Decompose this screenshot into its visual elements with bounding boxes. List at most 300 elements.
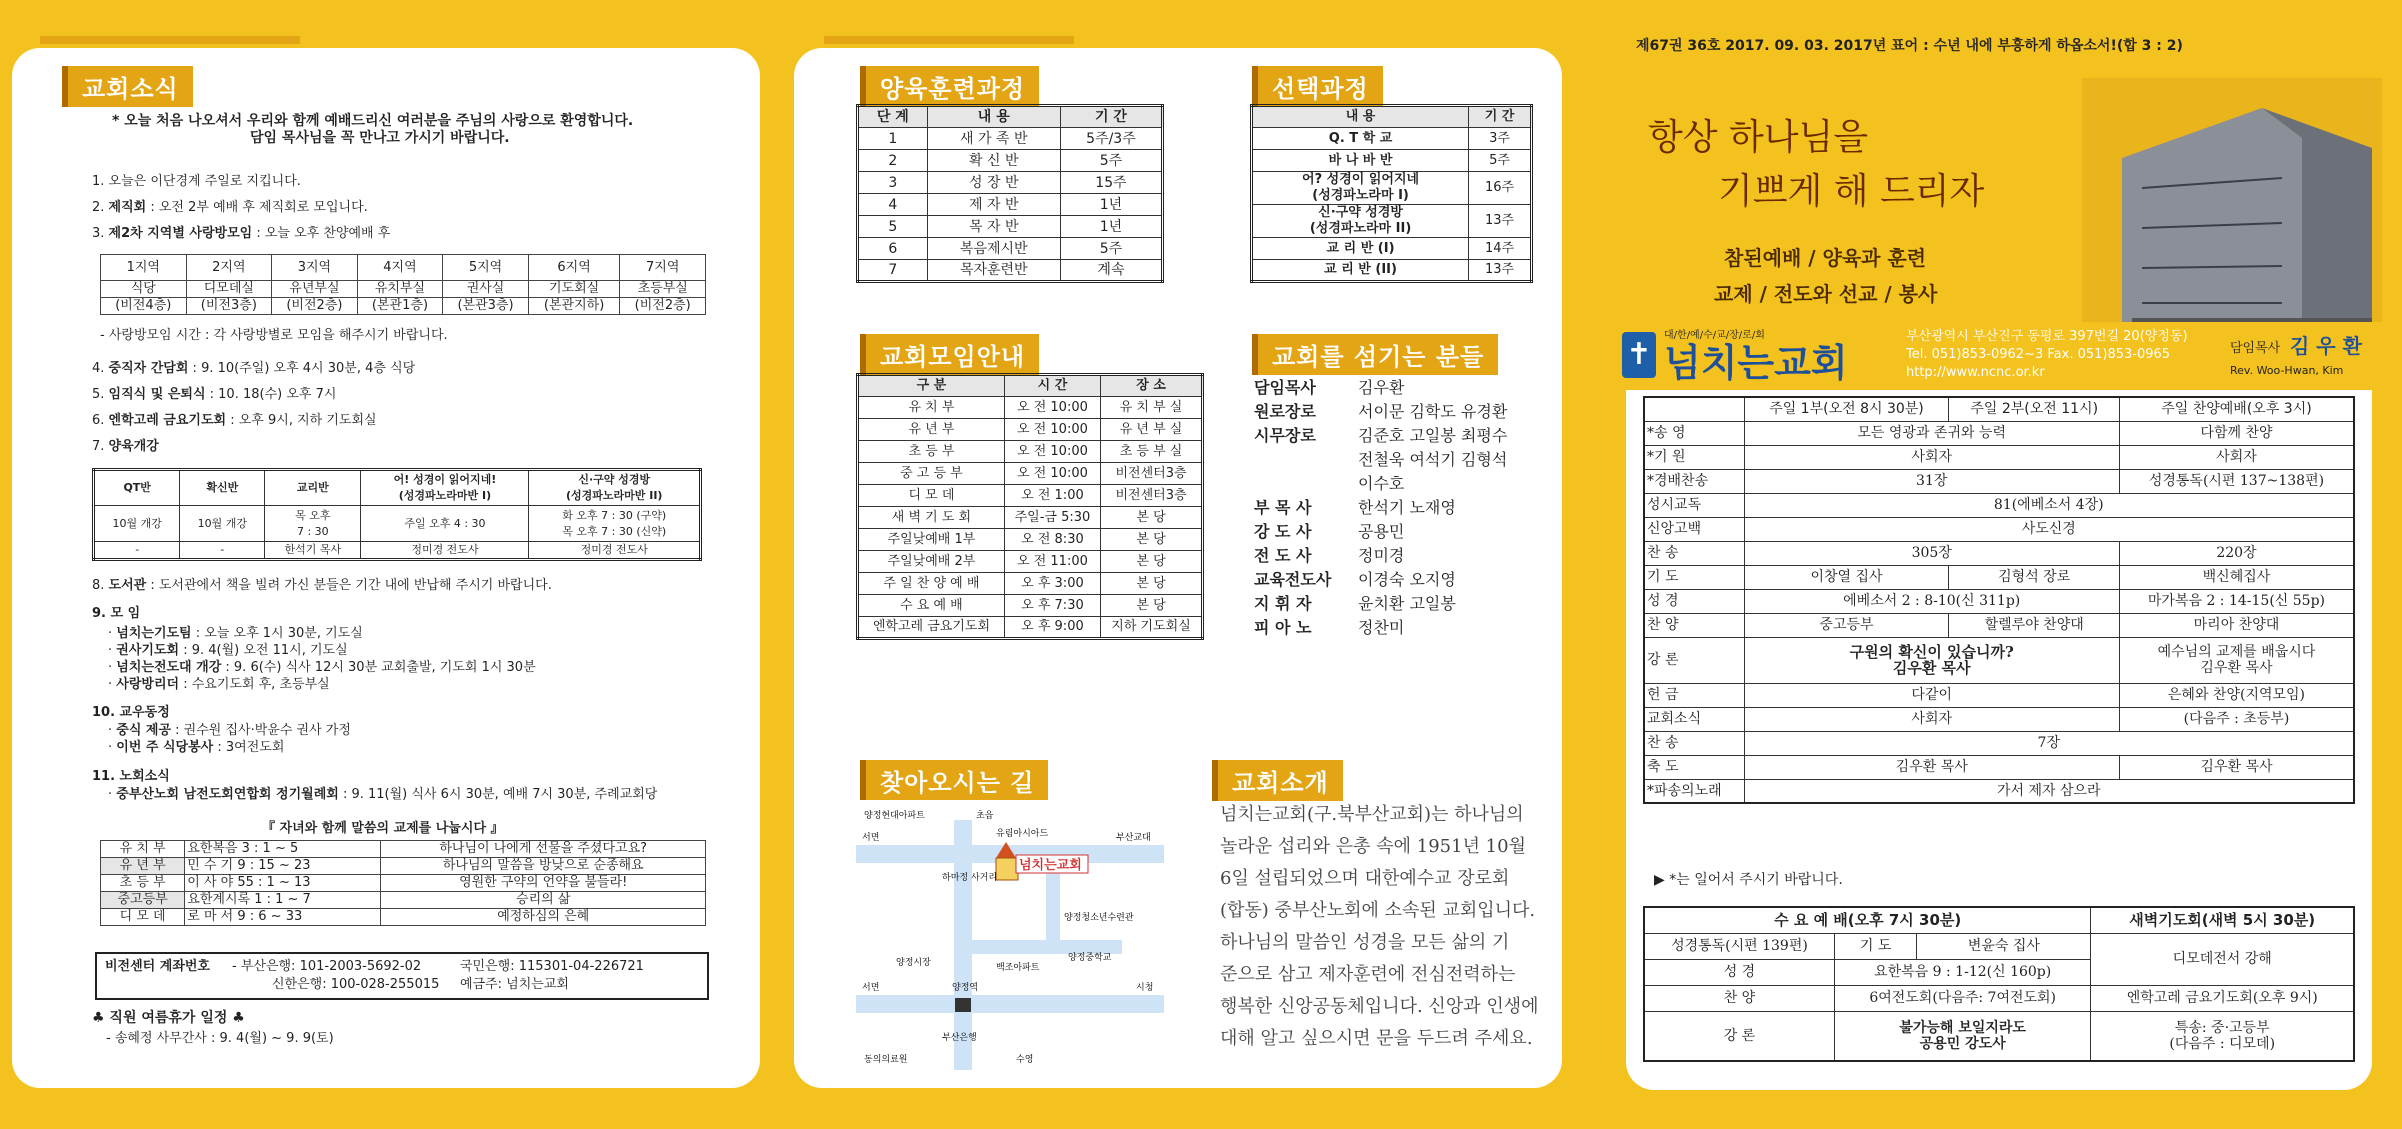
- worship-row: [1644, 469, 2354, 493]
- word-cell: 요한계시록 1 : 1 ~ 7: [185, 892, 381, 909]
- word-cell: 영원한 구약의 언약을 불들라!: [381, 875, 706, 892]
- worship-row: [1644, 683, 2354, 707]
- meeting-cell: 유 년 부: [858, 419, 1005, 441]
- member-item-1-text: : 권수원 집사·박윤수 권사 가정: [171, 723, 351, 738]
- wed-cell: 변윤숙 집사: [1917, 933, 2091, 959]
- pastor-english: Rev. Woo-Hwan, Kim: [2230, 364, 2344, 377]
- volume-line: 제67권 36호 2017. 09. 03. 2017년 표어 : 수년 내에 부흥하게 하옵소서!(합 3 : 2): [1636, 38, 2183, 54]
- news-item-5-key: 임직식 및 은퇴식: [108, 387, 206, 402]
- worship-label: *파송의노래: [1644, 779, 1744, 803]
- account-label: 비전센터 계좌번호: [105, 959, 210, 974]
- worship-sermon-title: 구원의 확신이 있습니까?: [1849, 643, 2014, 661]
- members-title: 10. 교우동정: [92, 705, 170, 720]
- course-header: [265, 470, 361, 506]
- map-label-m: 시청: [1136, 983, 1154, 993]
- meeting-cell: 주 일 찬 양 예 배: [858, 573, 1005, 595]
- worship-row: [1644, 493, 2354, 517]
- training-header: 내 용: [927, 106, 1060, 128]
- word-table: [100, 840, 706, 926]
- elective-row: [1252, 260, 1532, 282]
- news-item-6-key: 엔학고레 금요기도회: [108, 413, 227, 428]
- meeting-cell: 오 전 10:00: [1004, 419, 1100, 441]
- worship-label: 강 론: [1644, 637, 1744, 683]
- course-schedule-main: 화 오후 7 : 30 (구약): [562, 508, 667, 522]
- wed-label: 찬 양: [1644, 985, 1834, 1011]
- intro-line: 행복한 신앙공동체입니다. 신앙과 인생에: [1220, 996, 1539, 1017]
- region-header: 7지역: [620, 255, 706, 281]
- worship-praise-line: 다함께 찬양: [2200, 425, 2273, 441]
- worship-sermon-speaker: 김우환 목사: [1892, 659, 1971, 677]
- meeting-item-3: [108, 659, 536, 676]
- worship-praise-line: (다음주 : 초등부): [2183, 711, 2290, 727]
- wed-sermon-title: 불가능해 보일지라도: [1899, 1019, 2026, 1036]
- news-item-7-key: 양육개강: [108, 439, 159, 454]
- dawn-cell: 엔학고레 금요기도회(오후 9시): [2091, 985, 2354, 1011]
- training-row: [858, 238, 1163, 260]
- wednesday-table: [1643, 906, 2355, 1062]
- map-label-o: 부산은행: [942, 1033, 977, 1043]
- word-cell: 요한복음 3 : 1 ~ 5: [185, 841, 381, 858]
- word-cell: 하나님의 말씀을 방낮으로 순종해요: [381, 858, 706, 875]
- news-item-7-num: 7.: [92, 439, 109, 454]
- worship-praise: [2119, 421, 2354, 445]
- news-item-6-text: : 오후 9시, 지하 기도회실: [226, 413, 377, 428]
- staff-row: [1254, 594, 1456, 614]
- region-header: 6지역: [528, 255, 620, 281]
- meeting-row: [858, 595, 1203, 617]
- worship-label: 찬 송: [1644, 731, 1744, 755]
- staff-role: 강 도 사: [1254, 522, 1312, 541]
- member-item-2-key: 이번 주 식당봉사: [116, 740, 214, 755]
- worship-label: *송 영: [1644, 421, 1744, 445]
- staff-row: [1254, 426, 1507, 446]
- worship-praise-line: 220장: [2216, 545, 2257, 561]
- word-cell: 중고등부: [101, 892, 185, 909]
- presbytery-item-1: [108, 786, 657, 803]
- elective-table: [1250, 104, 1533, 283]
- staff-row: [1254, 546, 1404, 566]
- course-schedule: [265, 506, 361, 542]
- member-item-2-num: ·: [108, 740, 117, 755]
- elective-name: [1252, 128, 1469, 150]
- map-title: 찾아오시는 길: [860, 760, 1048, 801]
- training-table: [856, 104, 1164, 283]
- elective-period: 16주: [1469, 172, 1532, 205]
- wed-row: [1644, 1011, 2354, 1061]
- training-cell: 5주: [1060, 238, 1162, 260]
- course-header: [180, 470, 265, 506]
- news-item-4-key: 중직자 간담회: [108, 361, 189, 376]
- meeting-cell: 본 당: [1101, 507, 1203, 529]
- wed-row: [1644, 933, 2354, 959]
- staff-row: [1254, 378, 1404, 398]
- training-row: [858, 194, 1163, 216]
- meeting-cell: 본 당: [1101, 595, 1203, 617]
- word-cell: 유 년 부: [101, 858, 185, 875]
- elective-period: 5주: [1469, 150, 1532, 172]
- worship-row: [1644, 421, 2354, 445]
- worship-praise-line: 예수님의 교제를 배웁시다: [2157, 644, 2316, 660]
- elective-name-main: 어? 성경이 읽어지네: [1302, 172, 1420, 187]
- worship-sermon: [1744, 637, 2119, 683]
- worship-label: 축 도: [1644, 755, 1744, 779]
- staff-role: 부 목 사: [1254, 498, 1312, 517]
- meeting-cell: 유 년 부 실: [1101, 419, 1203, 441]
- worship-row: [1644, 779, 2354, 803]
- worship-row: [1644, 517, 2354, 541]
- region-table: [100, 254, 706, 315]
- map-label-b: 초읍: [976, 811, 994, 821]
- staff-role: 전 도 사: [1254, 546, 1312, 565]
- meeting-cell: 본 당: [1101, 551, 1203, 573]
- word-cell: 이 사 야 55 : 1 ~ 13: [185, 875, 381, 892]
- staff-role: 시무장로: [1254, 426, 1316, 445]
- training-cell: 제 자 반: [927, 194, 1060, 216]
- worship-praise: [2119, 469, 2354, 493]
- word-title: 『 자녀와 함께 말씀의 교제를 나눕시다 』: [262, 821, 504, 836]
- map-label-d: 서면: [862, 833, 880, 843]
- worship-label: 성시교독: [1644, 493, 1744, 517]
- meeting-row: [858, 551, 1203, 573]
- region-header: 4지역: [357, 255, 443, 281]
- region-place: 유치부실: [357, 281, 443, 298]
- intro-line: (합동) 중부산노회에 소속된 교회입니다.: [1220, 900, 1536, 921]
- road-h2: [856, 995, 1164, 1013]
- presbytery-title: 11. 노회소식: [92, 769, 170, 784]
- worship-cell: 김우환 목사: [1744, 755, 2119, 779]
- meeting-row: [858, 397, 1203, 419]
- training-header: 기 간: [1060, 106, 1162, 128]
- worship-praise: [2119, 683, 2354, 707]
- meeting-cell: 오 전 8:30: [1004, 529, 1100, 551]
- training-cell: 목자훈련반: [927, 260, 1060, 282]
- region-header: 2지역: [186, 255, 272, 281]
- training-cell: 성 장 반: [927, 172, 1060, 194]
- staff-names: 한석기 노재영: [1358, 498, 1456, 517]
- denomination: 대/한/예/수/교/장/로/회: [1664, 330, 1765, 341]
- worship-label: *경배찬송: [1644, 469, 1744, 493]
- map-label-p: 수영: [1016, 1055, 1034, 1065]
- staff-names: 이수호: [1358, 474, 1405, 493]
- news-item-4-text: : 9. 10(주일) 오후 4시 30분, 4층 식당: [188, 361, 416, 376]
- elective-row: [1252, 172, 1532, 205]
- meeting-cell: 주일-금 5:30: [1004, 507, 1100, 529]
- meeting-row: [858, 529, 1203, 551]
- word-cell: 로 마 서 9 : 6 ~ 33: [185, 909, 381, 926]
- course-header: [529, 470, 701, 506]
- worship-praise-line: 김우환 목사: [2200, 759, 2273, 775]
- subway-icon: [955, 998, 971, 1012]
- map-label-f: 부산교대: [1116, 833, 1151, 843]
- map-label-j: 양정중학교: [1068, 953, 1112, 963]
- meeting-header: 장 소: [1101, 375, 1203, 397]
- member-item-1-num: ·: [108, 723, 117, 738]
- map-label-h: 양정시장: [896, 958, 931, 968]
- meeting-item-2-num: ·: [108, 643, 117, 658]
- staff-role: 교육전도사: [1254, 570, 1332, 589]
- intro-line: 넘치는교회(구.북부산교회)는 하나님의: [1220, 804, 1524, 825]
- course-teacher: 한석기 목사: [265, 542, 361, 560]
- worship-cell-2: 할렐루야 찬양대: [1949, 613, 2119, 637]
- course-teacher: -: [94, 542, 180, 560]
- worship-row: [1644, 637, 2354, 683]
- worship-cell-2: 김형석 장로: [1949, 565, 2119, 589]
- elective-name-main: 교 리 반 (I): [1326, 240, 1395, 256]
- vacation-item: - 송혜정 사무간사 : 9. 4(월) ~ 9. 9(토): [106, 1031, 334, 1046]
- worship-row: [1644, 589, 2354, 613]
- staff-role: 담임목사: [1254, 378, 1316, 397]
- staff-names: 정미경: [1358, 546, 1405, 565]
- meeting-cell: 초 등 부: [858, 441, 1005, 463]
- worship-praise-line: 성경통독(시편 137~138편): [2148, 473, 2325, 489]
- word-row: [101, 892, 706, 909]
- intro-line: 준으로 삼고 제자훈련에 전심전력하는: [1220, 964, 1516, 985]
- meeting-cell: 오 전 1:00: [1004, 485, 1100, 507]
- dawn-special-line: (다음주 : 디모데): [2169, 1035, 2276, 1052]
- motto-line-1: 참된예배 / 양육과 훈련: [1724, 246, 1927, 270]
- worship-cell: 81(에베소서 4장): [1744, 493, 2354, 517]
- meeting-header-row: [858, 375, 1203, 397]
- map-label-a: 양정현대아파트: [864, 811, 925, 821]
- region-place: 기도회실: [528, 281, 620, 298]
- training-row: [858, 216, 1163, 238]
- word-cell: 유 치 부: [101, 841, 185, 858]
- news-item-6: [92, 412, 377, 429]
- region-floor: (본관지하): [528, 298, 620, 315]
- meeting-item-2-key: 권사기도회: [116, 643, 180, 658]
- staff-names: 윤치환 고일봉: [1358, 594, 1456, 613]
- worship-label: 찬 송: [1644, 541, 1744, 565]
- word-cell: 승리의 삶: [381, 892, 706, 909]
- region-place: 식당: [101, 281, 187, 298]
- course-header-sub: (성경파노라마반 II): [566, 489, 663, 502]
- training-row: [858, 260, 1163, 282]
- course-header: [94, 470, 180, 506]
- meeting-row: [858, 463, 1203, 485]
- news-item-2: [92, 199, 368, 216]
- staff-names: 정찬미: [1358, 618, 1405, 637]
- meeting-cell: 오 전 10:00: [1004, 463, 1100, 485]
- map-label-l: 양정역: [952, 983, 979, 993]
- course-teacher: -: [180, 542, 265, 560]
- meeting-cell: 오 전 11:00: [1004, 551, 1100, 573]
- news-item-5-text: : 10. 18(수) 오후 7시: [205, 387, 337, 402]
- course-header-main: QT반: [123, 481, 151, 494]
- dawn-header: 새벽기도회(새벽 5시 30분): [2091, 907, 2354, 933]
- wed-sermon: [1834, 1011, 2091, 1061]
- news-title: 교회소식: [62, 66, 193, 107]
- word-cell: 디 모 데: [101, 909, 185, 926]
- elective-name-sub: (성경파노라마 II): [1309, 221, 1412, 236]
- location-map: [856, 800, 1164, 1080]
- course-schedule: [529, 506, 701, 542]
- region-floor: (비전3층): [186, 298, 272, 315]
- training-cell: 복음제시반: [927, 238, 1060, 260]
- intro-line: 놀라운 섭리와 은총 속에 1951년 10월: [1220, 836, 1526, 857]
- worship-label: 찬 양: [1644, 613, 1744, 637]
- member-item-1: [108, 722, 351, 739]
- meeting-row: [858, 573, 1203, 595]
- meeting-cell: 주일낮예배 2부: [858, 551, 1005, 573]
- training-cell: 5주/3주: [1060, 128, 1162, 150]
- region-floor: (비전4층): [101, 298, 187, 315]
- news-item-2-key: 제직회: [108, 200, 147, 215]
- worship-praise: [2119, 755, 2354, 779]
- training-cell: 1: [858, 128, 928, 150]
- meeting-row: [858, 485, 1203, 507]
- course-schedule-main: 10월 개강: [197, 516, 248, 530]
- elective-header: 내 용: [1252, 106, 1469, 128]
- phone-fax: Tel. 051)853-0962~3 Fax. 051)853-0965: [1906, 347, 2171, 362]
- meeting-row: [858, 441, 1203, 463]
- worship-cell: 모든 영광과 존귀와 능력: [1744, 421, 2119, 445]
- training-cell: 새 가 족 반: [927, 128, 1060, 150]
- region-place: 권사실: [443, 281, 529, 298]
- meeting-item-3-text: : 9. 6(수) 식사 12시 30분 교회출발, 기도회 1시 30분: [221, 660, 536, 675]
- elective-name: [1252, 238, 1469, 260]
- course-schedule-sub: 목 오후 7 : 30 (신약): [562, 524, 667, 538]
- training-cell: 1년: [1060, 194, 1162, 216]
- course-schedule-sub: 7 : 30: [296, 524, 329, 538]
- presbytery-item-1-num: ·: [108, 787, 117, 802]
- worship-cell: 사회자: [1744, 445, 2119, 469]
- presbytery-item-1-text: : 9. 11(월) 식사 6시 30분, 예배 7시 30분, 주례교회당: [338, 787, 658, 802]
- news-item-1-text: 오늘은 이단경계 주일로 지킵니다.: [108, 174, 301, 189]
- worship-cell-1: 이창열 집사: [1744, 565, 1949, 589]
- worship-row: [1644, 731, 2354, 755]
- region-floor: (비전2층): [620, 298, 706, 315]
- member-item-2: [108, 739, 284, 756]
- staff-row: [1254, 570, 1456, 590]
- meeting-cell: 디 모 데: [858, 485, 1005, 507]
- worship-label: 헌 금: [1644, 683, 1744, 707]
- training-row: [858, 128, 1163, 150]
- worship-cell: 사회자: [1744, 707, 2119, 731]
- wed-row: [1644, 985, 2354, 1011]
- elective-row: [1252, 205, 1532, 238]
- map-label-i: 백조아파트: [996, 963, 1040, 973]
- staff-row: [1254, 498, 1456, 518]
- wed-cell: 성경통독(시편 139편): [1644, 933, 1834, 959]
- news-item-3-text: : 오늘 오후 찬양예배 후: [252, 226, 391, 241]
- member-item-1-key: 중식 제공: [116, 723, 172, 738]
- welcome-line-1: * 오늘 처음 나오셔서 우리와 함께 예배드리신 여러분을 주님의 사랑으로 환영합니다.: [112, 113, 634, 129]
- account-holder: 예금주: 넘치는교회: [460, 977, 569, 992]
- course-schedule-main: 10월 개강: [112, 516, 162, 530]
- region-header: 3지역: [272, 255, 358, 281]
- member-item-2-text: : 3여전도회: [213, 740, 285, 755]
- dawn-special-line: 특송: 중·고등부: [2174, 1019, 2270, 1036]
- training-cell: 3: [858, 172, 928, 194]
- staff-names: 김우환: [1358, 378, 1405, 397]
- worship-praise: [2119, 637, 2354, 683]
- intro-line: 하나님의 말씀인 성경을 모든 삶의 기: [1220, 932, 1510, 953]
- course-schedule: [180, 506, 265, 542]
- meeting-item-2-text: : 9. 4(월) 오전 11시, 기도실: [179, 643, 348, 658]
- worship-cell: 7장: [1744, 731, 2354, 755]
- staff-names: 이경숙 오지영: [1358, 570, 1456, 589]
- meeting-cell: 오 후 9:00: [1004, 617, 1100, 639]
- worship-praise: [2119, 541, 2354, 565]
- training-title: 양육훈련과정: [860, 66, 1039, 107]
- course-schedule: [361, 506, 529, 542]
- elective-row: [1252, 150, 1532, 172]
- news-item-5: [92, 386, 336, 403]
- worship-header: 주일 1부(오전 8시 30분): [1744, 397, 1949, 421]
- worship-header: 주일 2부(오전 11시): [1949, 397, 2119, 421]
- training-cell: 계속: [1060, 260, 1162, 282]
- meeting-cell: 비전센터3층: [1101, 463, 1203, 485]
- staff-role: 지 휘 자: [1254, 594, 1312, 613]
- training-header: 단 계: [858, 106, 928, 128]
- region-floor: (본관3층): [443, 298, 529, 315]
- meeting-cell: 유 치 부: [858, 397, 1005, 419]
- slogan-line-1: 항상 하나님을: [1648, 117, 1869, 158]
- meeting-table: [856, 373, 1204, 640]
- elective-name: [1252, 172, 1469, 205]
- region-header: 5지역: [443, 255, 529, 281]
- staff-names: 전철욱 여석기 김형석: [1358, 450, 1508, 469]
- left-title-bar: [40, 36, 300, 44]
- word-row: [101, 841, 706, 858]
- dawn-cell: 디모데전서 강해: [2091, 933, 2354, 985]
- meeting-cell: 오 전 10:00: [1004, 441, 1100, 463]
- account-busan: - 부산은행: 101-2003-5692-02: [232, 959, 422, 974]
- meeting-item-4-text: : 수요기도회 후, 초등부실: [179, 677, 330, 692]
- elective-name-main: 바 나 바 반: [1328, 152, 1393, 168]
- library-item: 8. 도서관 : 도서관에서 책을 빌려 가신 분들은 기간 내에 반납해 주시기 바랍니다.: [92, 578, 552, 593]
- map-label-c: 유림아시아드: [996, 829, 1049, 839]
- news-item-4: [92, 360, 415, 377]
- map-label-e: 하마정 사거리: [942, 873, 998, 883]
- elective-name: [1252, 260, 1469, 282]
- staff-row: [1254, 522, 1404, 542]
- meeting-item-4: [108, 676, 330, 693]
- road-v2: [962, 940, 1122, 954]
- staff-title: 교회를 섬기는 분들: [1252, 334, 1498, 375]
- wed-label: 강 론: [1644, 1011, 1834, 1061]
- website: http://www.ncnc.or.kr: [1906, 365, 2045, 380]
- elective-name-sub: (성경파노라마 I): [1312, 188, 1409, 203]
- address: 부산광역시 부산진구 동평로 397번길 20(양정동): [1906, 329, 2188, 344]
- staff-names: 공용민: [1358, 522, 1405, 541]
- wed-header: 수 요 예 배(오후 7시 30분): [1644, 907, 2091, 933]
- worship-label: 교회소식: [1644, 707, 1744, 731]
- worship-label: 기 도: [1644, 565, 1744, 589]
- course-header-main: 어! 성경이 읽어지네!: [393, 473, 497, 486]
- meeting-cell: 유 치 부 실: [1101, 397, 1203, 419]
- meeting-title: 교회모임안내: [860, 334, 1039, 375]
- account-kookmin: 국민은행: 115301-04-226721: [460, 959, 644, 974]
- news-item-2-text: : 오전 2부 예배 후 제직회로 모입니다.: [146, 200, 368, 215]
- worship-header-row: [1644, 397, 2354, 421]
- welcome-line-2: 담임 목사님을 꼭 만나고 가시기 바랍니다.: [250, 130, 510, 146]
- worship-cell: 다같이: [1744, 683, 2119, 707]
- course-header: [361, 470, 529, 506]
- worship-order-table: [1643, 396, 2355, 804]
- worship-cell: 31장: [1744, 469, 2119, 493]
- intro-line: 6일 설립되었으며 대한예수교 장로회: [1220, 868, 1510, 889]
- elective-name-main: 신·구약 성경방: [1318, 205, 1403, 220]
- course-teacher: 정미경 전도사: [361, 542, 529, 560]
- word-cell: 초 등 부: [101, 875, 185, 892]
- staff-names: 김준호 고일봉 최평수: [1358, 426, 1508, 445]
- training-cell: 5: [858, 216, 928, 238]
- staff-row: [1254, 618, 1404, 638]
- intro-line: 대해 알고 싶으시면 문을 두드려 주세요.: [1220, 1028, 1533, 1049]
- worship-praise: [2119, 613, 2354, 637]
- wed-cell: 기 도: [1834, 933, 1916, 959]
